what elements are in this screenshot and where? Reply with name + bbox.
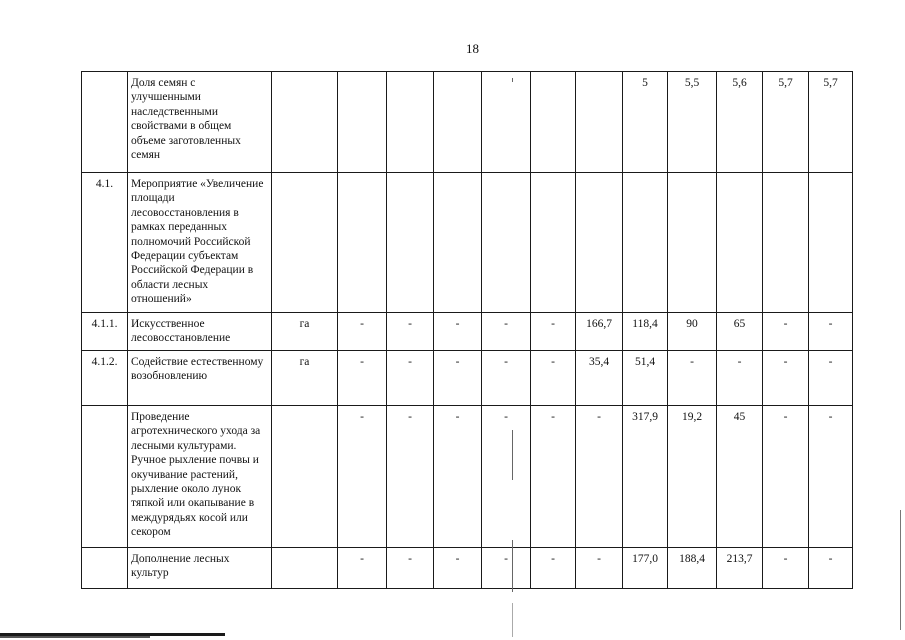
table-row [82,351,853,406]
value-cell [531,72,576,173]
row-number: 4.1. [82,173,128,313]
value-cell: 5,7 [809,72,853,173]
row-name: Содействие естественному возобновлению [128,351,272,406]
value-cell: - [482,548,531,589]
table-row [82,72,853,173]
row-number [82,72,128,173]
scan-artifact [512,540,513,592]
row-unit [272,72,338,173]
value-cell [576,173,623,313]
row-number: 4.1.2. [82,351,128,406]
value-cell: - [763,548,809,589]
value-cell [387,173,434,313]
value-cell: - [531,548,576,589]
value-cell: 317,9 [623,406,668,548]
row-name: Искусственное лесовосстановление [128,313,272,351]
value-cell: 118,4 [623,313,668,351]
value-cell: - [338,313,387,351]
value-cell: - [387,548,434,589]
value-cell: - [809,548,853,589]
page-number: 18 [466,41,479,56]
value-cell: 51,4 [623,351,668,406]
value-cell [668,173,717,313]
row-unit [272,173,338,313]
table-row [82,173,853,313]
row-name: Доля семян с улучшенными наследственными свойствами в общем объеме заготовленных семян [128,72,272,173]
value-cell: 5 [623,72,668,173]
value-cell: - [482,406,531,548]
value-cell: 188,4 [668,548,717,589]
value-cell: - [387,351,434,406]
value-cell [338,173,387,313]
scan-artifact [512,603,513,637]
row-name: Мероприятие «Увеличение площади лесовосстановления в рамках переданных полномочий Российской Федерации субъектам Российской Федерации в области лесных отношений» [128,173,272,313]
value-cell: - [531,351,576,406]
value-cell: - [809,406,853,548]
value-cell [434,173,482,313]
value-cell: 35,4 [576,351,623,406]
scan-artifact [512,78,513,82]
value-cell: 19,2 [668,406,717,548]
row-number [82,406,128,548]
value-cell [338,72,387,173]
value-cell: - [809,351,853,406]
value-cell: 5,5 [668,72,717,173]
value-cell: - [434,351,482,406]
value-cell: - [809,313,853,351]
value-cell: - [763,351,809,406]
value-cell: 45 [717,406,763,548]
value-cell: - [387,313,434,351]
value-cell: 166,7 [576,313,623,351]
value-cell: 177,0 [623,548,668,589]
value-cell [717,173,763,313]
indicators-table [81,71,853,589]
row-number: 4.1.1. [82,313,128,351]
value-cell: - [338,548,387,589]
row-unit [272,406,338,548]
value-cell: 213,7 [717,548,763,589]
table-row [82,313,853,351]
value-cell [482,173,531,313]
value-cell [434,72,482,173]
value-cell [576,72,623,173]
value-cell: - [338,406,387,548]
row-name: Проведение агротехнического ухода за лесными культурами. Ручное рыхление почвы и окучивание растений, рыхление около лунок тяпкой или окапывание в междурядьях косой или секором [128,406,272,548]
scan-edge [0,636,150,638]
row-unit [272,548,338,589]
row-number [82,548,128,589]
scan-artifact [512,430,513,480]
value-cell: - [434,313,482,351]
value-cell: - [763,406,809,548]
table-row [82,548,853,589]
scan-edge [900,510,901,630]
value-cell [809,173,853,313]
value-cell: 5,7 [763,72,809,173]
value-cell: - [717,351,763,406]
value-cell [531,173,576,313]
table-row [82,406,853,548]
value-cell: - [668,351,717,406]
value-cell: - [434,548,482,589]
value-cell [387,72,434,173]
value-cell [623,173,668,313]
value-cell [482,72,531,173]
value-cell [763,173,809,313]
value-cell: 90 [668,313,717,351]
row-unit: га [272,313,338,351]
value-cell: - [576,406,623,548]
value-cell: - [482,351,531,406]
value-cell: - [434,406,482,548]
row-name: Дополнение лесных культур [128,548,272,589]
value-cell: 65 [717,313,763,351]
value-cell: - [763,313,809,351]
value-cell: 5,6 [717,72,763,173]
row-unit: га [272,351,338,406]
value-cell: - [531,406,576,548]
value-cell: - [576,548,623,589]
value-cell: - [387,406,434,548]
value-cell: - [531,313,576,351]
value-cell: - [482,313,531,351]
value-cell: - [338,351,387,406]
